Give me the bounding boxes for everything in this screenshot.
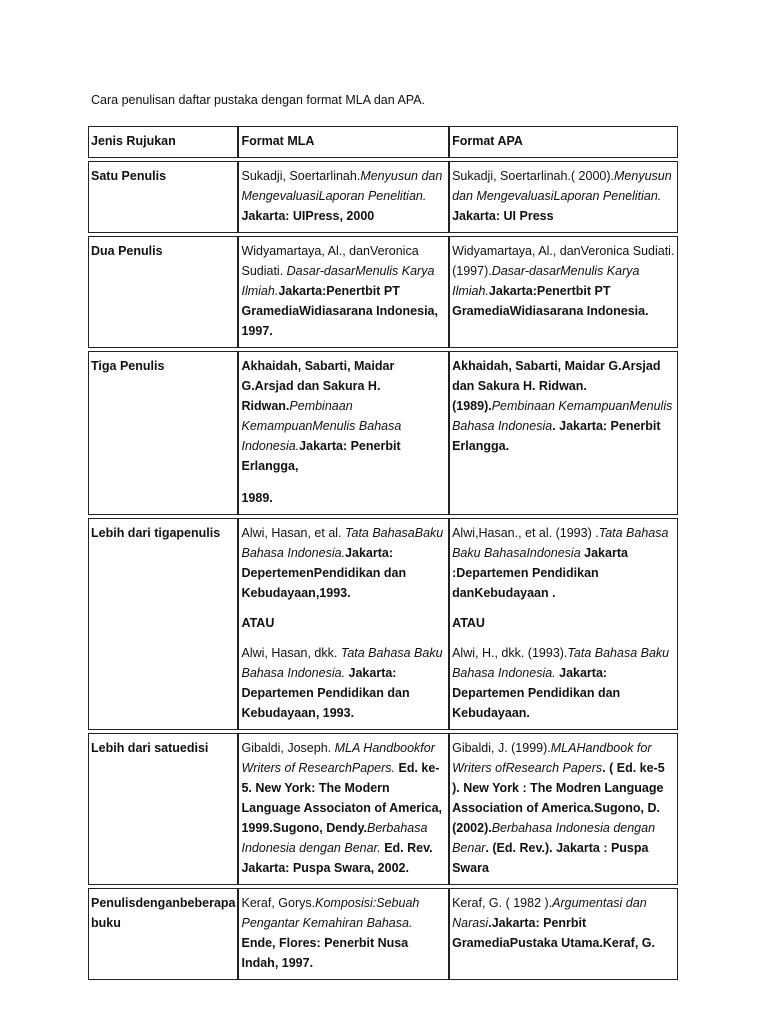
apa-publisher: Jakarta:Penertbit PT GramediaWidiasarana Indonesia.	[452, 284, 649, 318]
column-header-apa: Format APA	[449, 126, 678, 158]
table-row	[88, 351, 678, 515]
apa-author: Gibaldi, J. (1999).	[452, 741, 551, 755]
mla-author: Akhaidah, Sabarti, Maidar G.Arsjad dan Sakura H. Ridwan.	[241, 359, 395, 413]
mla-title: Dasar-dasarMenulis Karya Ilmiah.	[241, 264, 435, 298]
row-type-cell: Lebih dari tigapenulis	[88, 518, 238, 730]
table-row	[88, 236, 678, 348]
mla-title-alt: Berbahasa Indonesia dengan Benar.	[241, 821, 428, 855]
reference-table	[88, 126, 678, 980]
row-type-cell: Tiga Penulis	[88, 351, 238, 515]
mla-cell	[238, 733, 449, 885]
mla-title: Menyusun dan MengevaluasiLaporan Penelitian.	[241, 169, 443, 203]
table-row	[88, 733, 678, 885]
table-row	[88, 888, 678, 980]
apa-or-label: ATAU	[452, 616, 485, 630]
mla-or-label: ATAU	[241, 616, 275, 630]
apa-publisher-alt: Jakarta: Departemen Pendidikan dan Kebudayaan.	[452, 666, 621, 720]
apa-title: Pembinaan KemampuanMenulis Bahasa Indonesia	[452, 399, 673, 433]
apa-author: Sukadji, Soertarlinah.( 2000).	[452, 169, 614, 183]
mla-publisher-alt: Ed. Rev. Jakarta: Puspa Swara, 2002.	[241, 841, 433, 875]
table-header-row	[88, 126, 678, 158]
mla-cell	[238, 351, 449, 515]
apa-cell	[449, 888, 678, 980]
apa-title: MLAHandbook for Writers ofResearch Papers	[452, 741, 652, 775]
mla-title: Pembinaan KemampuanMenulis Bahasa Indonesia.	[241, 399, 402, 453]
mla-title-alt: Tata Bahasa Baku Bahasa Indonesia.	[241, 646, 443, 680]
apa-title-alt: Berbahasa Indonesia dengan Benar	[452, 821, 656, 855]
apa-author: Alwi,Hasan., et al. (1993) .	[452, 526, 599, 540]
apa-cell	[449, 518, 678, 730]
row-type-cell: Penulisdenganbeberapa buku	[88, 888, 238, 980]
apa-title: Argumentasi dan Narasi	[452, 896, 647, 930]
apa-cell	[449, 236, 678, 348]
mla-publisher: Jakarta:Penertbit PT GramediaWidiasarana Indonesia, 1997.	[241, 284, 438, 338]
mla-author: Gibaldi, Joseph.	[241, 741, 335, 755]
apa-title: Dasar-dasarMenulis Karya Ilmiah.	[452, 264, 640, 298]
mla-author: Alwi, Hasan, et al.	[241, 526, 345, 540]
mla-cell	[238, 236, 449, 348]
mla-publisher: Jakarta: UIPress, 2000	[241, 209, 375, 223]
mla-author-alt: Alwi, Hasan, dkk.	[241, 646, 341, 660]
page-heading: Cara penulisan daftar pustaka dengan format MLA dan APA.	[91, 93, 426, 107]
apa-cell	[449, 351, 678, 515]
mla-year: 1989.	[241, 491, 273, 505]
apa-author-alt: Alwi, H., dkk. (1993).	[452, 646, 568, 660]
mla-author: Widyamartaya, Al., danVeronica Sudiati.	[241, 244, 419, 278]
mla-cell	[238, 888, 449, 980]
apa-author: Akhaidah, Sabarti, Maidar G.Arsjad dan Sakura H. Ridwan. (1989).	[452, 359, 661, 413]
apa-cell	[449, 161, 678, 233]
apa-cell	[449, 733, 678, 885]
apa-publisher: . Jakarta: Penerbit Erlangga.	[452, 419, 661, 453]
apa-publisher-alt: . (Ed. Rev.). Jakarta : Puspa Swara	[452, 841, 649, 875]
mla-publisher: Jakarta: DepertemenPendidikan dan Kebudayaan,1993.	[241, 546, 407, 600]
mla-publisher: Ende, Flores: Penerbit Nusa Indah, 1997.	[241, 936, 409, 970]
apa-title: Tata Bahasa Baku BahasaIndonesia	[452, 526, 669, 560]
mla-author: Sukadji, Soertarlinah.	[241, 169, 361, 183]
mla-publisher: Jakarta: Penerbit Erlangga,	[241, 439, 401, 473]
row-type-cell: Dua Penulis	[88, 236, 238, 348]
mla-publisher-alt: Jakarta: Departemen Pendidikan dan Kebudayaan, 1993.	[241, 666, 410, 720]
table-row	[88, 161, 678, 233]
table-row	[88, 518, 678, 730]
apa-title: Menyusun dan MengevaluasiLaporan Penelitian.	[452, 169, 672, 203]
mla-title: Komposisi:Sebuah Pengantar Kemahiran Bahasa.	[241, 896, 420, 930]
mla-author: Keraf, Gorys.	[241, 896, 316, 910]
column-header-type: Jenis Rujukan	[88, 126, 238, 158]
mla-publisher: Ed. ke-5. New York: The Modern Language Associaton of America, 1999.Sugono, Dendy.	[241, 761, 442, 835]
mla-title: MLA Handbookfor Writers of ResearchPapers.	[241, 741, 435, 775]
apa-author: Keraf, G. ( 1982 ).	[452, 896, 553, 910]
mla-cell	[238, 161, 449, 233]
mla-cell	[238, 518, 449, 730]
apa-publisher: .Jakarta: Penrbit GramediaPustaka Utama.Keraf, G.	[452, 916, 655, 950]
mla-title: Tata BahasaBaku Bahasa Indonesia.	[241, 526, 444, 560]
apa-publisher: . ( Ed. ke-5 ). New York : The Modren Language Association of America.Sugono, D. (2002).	[452, 761, 665, 835]
column-header-mla: Format MLA	[238, 126, 449, 158]
apa-title-alt: Tata Bahasa Baku Bahasa Indonesia.	[452, 646, 670, 680]
row-type-cell: Satu Penulis	[88, 161, 238, 233]
row-type-cell: Lebih dari satuedisi	[88, 733, 238, 885]
apa-publisher: Jakarta :Departemen Pendidikan danKebudayaan .	[452, 546, 628, 600]
apa-author: Widyamartaya, Al., danVeronica Sudiati. (1997).	[452, 244, 675, 278]
apa-publisher: Jakarta: UI Press	[452, 209, 554, 223]
